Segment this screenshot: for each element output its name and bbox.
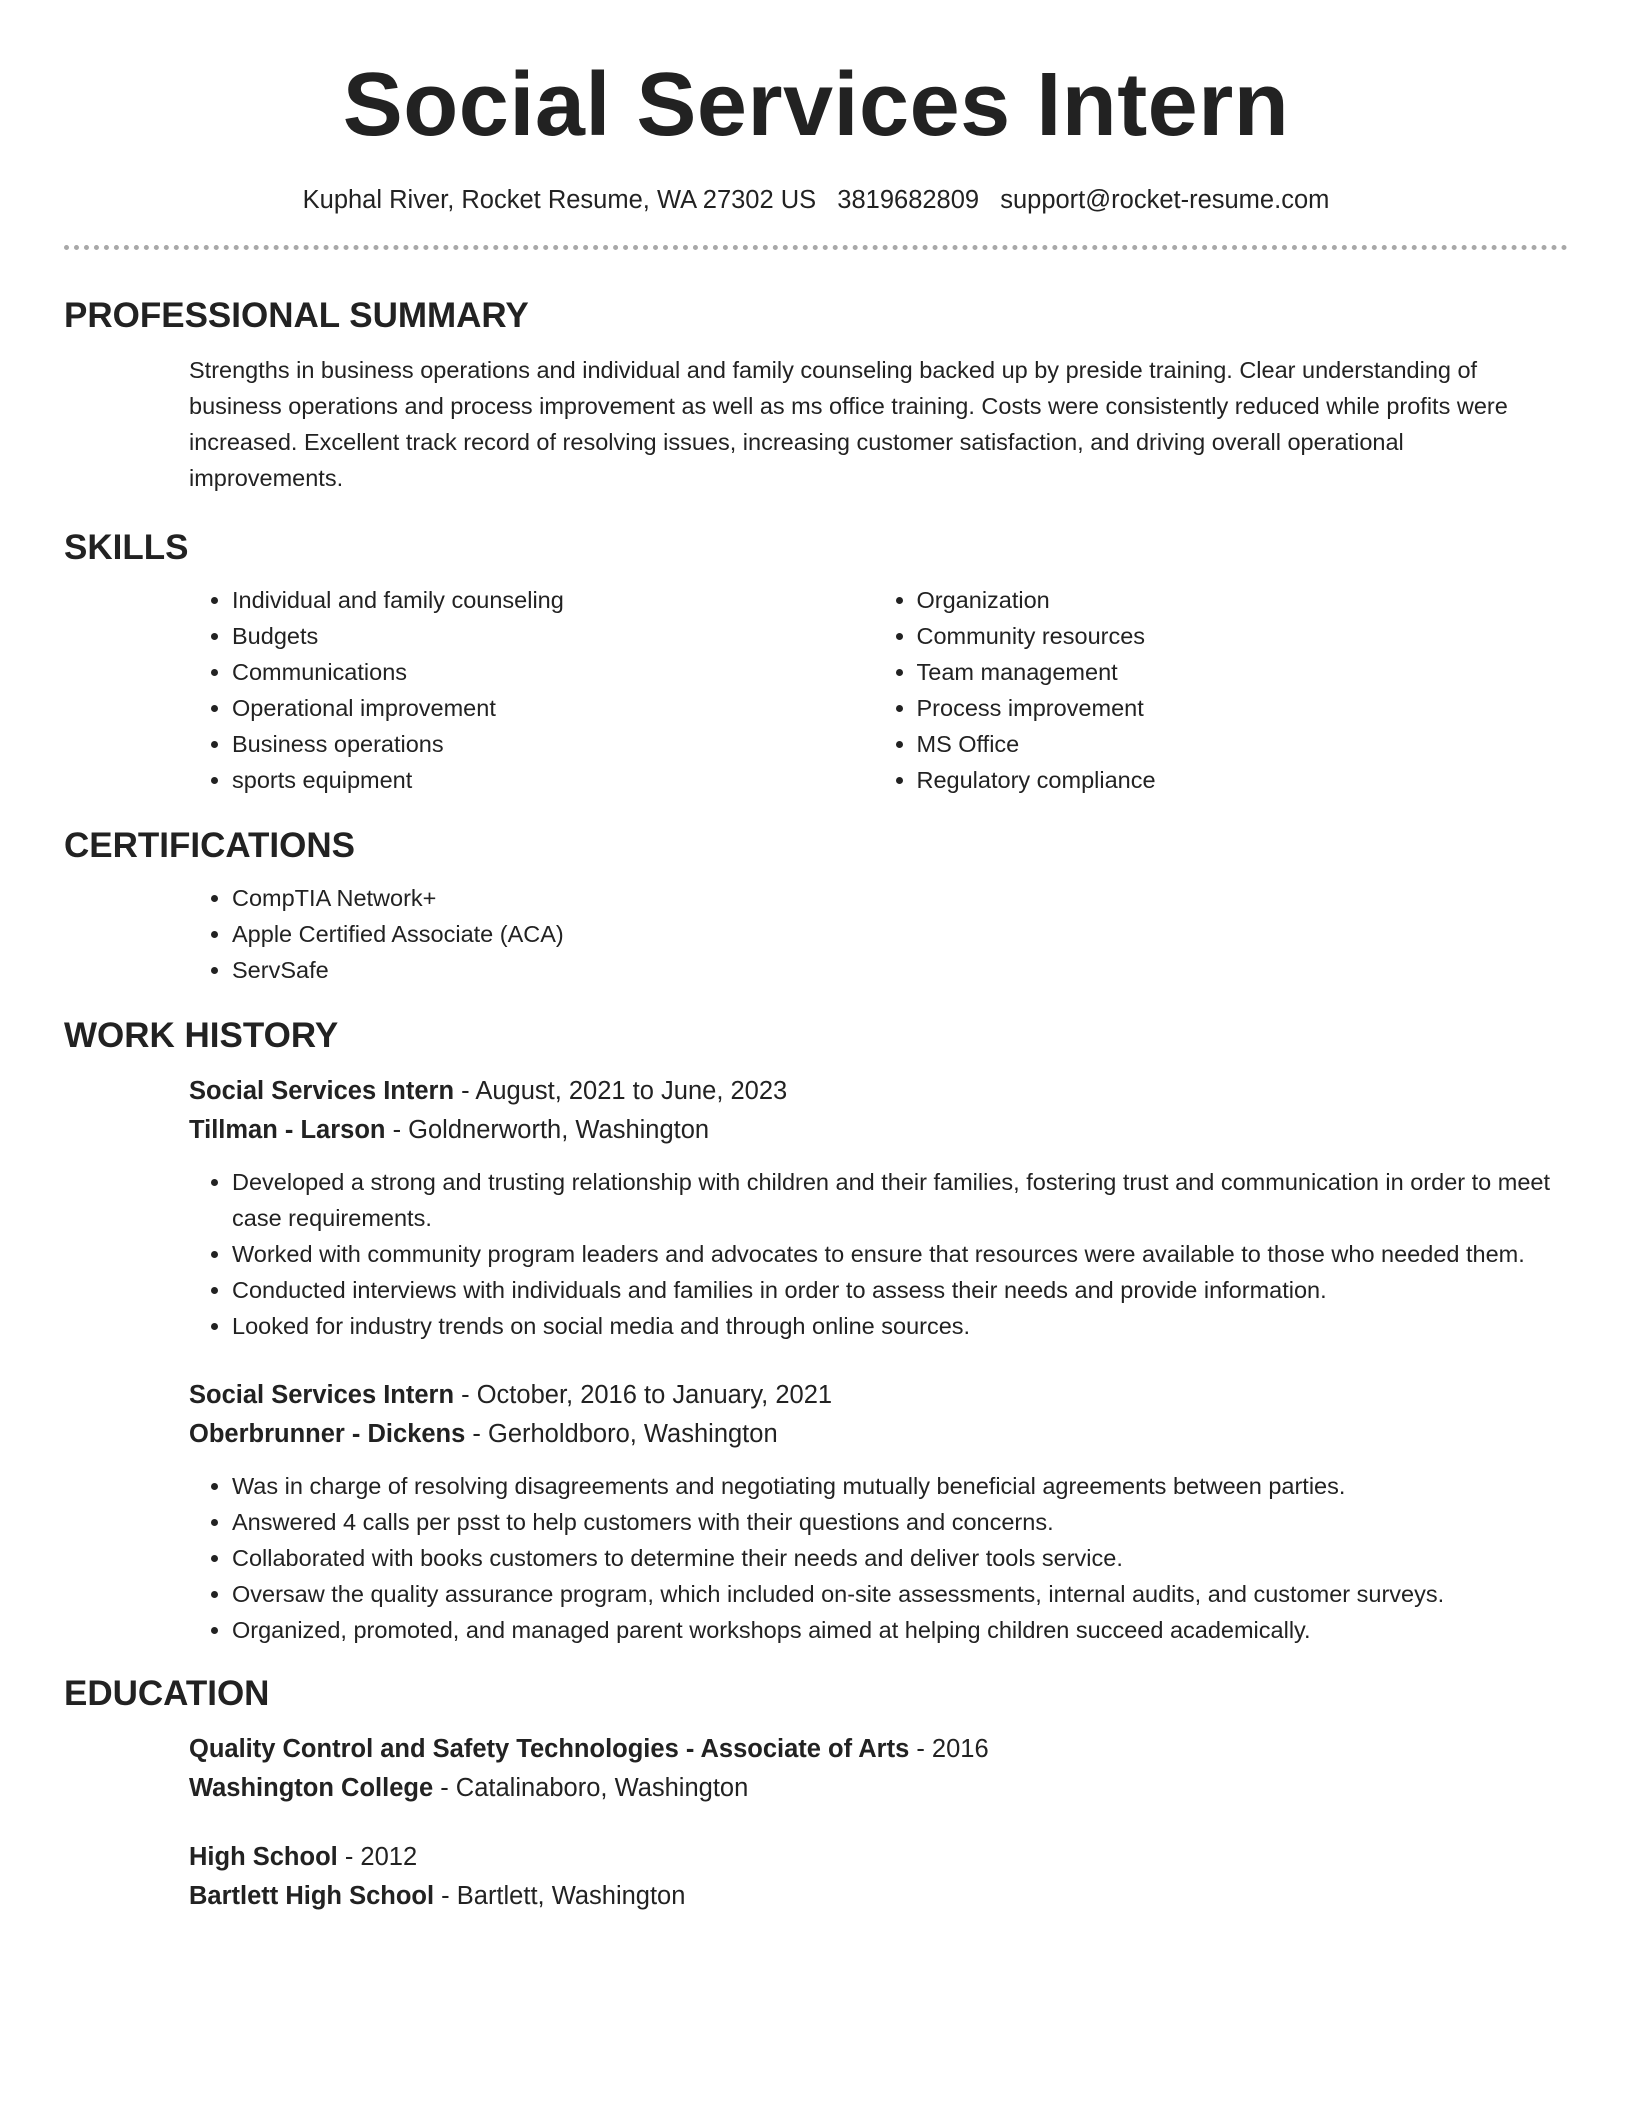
skill-item: • Team management	[917, 654, 1559, 690]
education-location: - Catalinaboro, Washington	[433, 1774, 749, 1802]
skills-list-right	[874, 582, 1559, 798]
education-title: EDUCATION	[64, 1674, 270, 1713]
job-role: Social Services Intern	[189, 1077, 455, 1105]
skill-item: • Budgets	[232, 618, 874, 654]
education-degree: High School	[189, 1843, 338, 1871]
job-entry	[64, 1376, 1568, 1648]
work-history-section	[64, 1014, 1568, 1648]
education-degree: Quality Control and Safety Technologies - Associate of Arts	[189, 1735, 910, 1763]
skill-item: • Regulatory compliance	[917, 762, 1559, 798]
skill-item: • Individual and family counseling	[232, 582, 874, 618]
certification-item: • CompTIA Network+	[232, 880, 1558, 916]
education-section	[64, 1672, 1568, 1916]
education-year: - 2012	[337, 1843, 418, 1871]
job-company-line	[189, 1111, 1558, 1150]
job-dates: - August, 2021 to June, 2023	[454, 1077, 788, 1105]
education-school: Washington College	[189, 1774, 434, 1802]
education-degree-line	[189, 1730, 1558, 1769]
education-entry	[64, 1838, 1568, 1916]
contact-address: Kuphal River, Rocket Resume, WA 27302 US	[302, 186, 817, 214]
job-role: Social Services Intern	[189, 1381, 455, 1409]
certifications-list	[189, 880, 1558, 988]
skill-item: • Process improvement	[917, 690, 1559, 726]
resume-name: Social Services Intern	[342, 55, 1290, 155]
contact-phone: 3819682809	[837, 186, 980, 214]
skill-item: • Community resources	[917, 618, 1559, 654]
job-company: Oberbrunner - Dickens	[189, 1420, 466, 1448]
education-school-line	[189, 1877, 1558, 1916]
contact-line	[64, 183, 1568, 217]
skills-list-left	[189, 582, 874, 798]
job-company-line	[189, 1415, 1558, 1454]
header-divider	[64, 245, 1568, 250]
skill-item: • Business operations	[232, 726, 874, 762]
education-year: - 2016	[909, 1735, 989, 1763]
job-bullet: • Looked for industry trends on social media and through online sources.	[232, 1308, 1558, 1344]
education-degree-line	[189, 1838, 1558, 1877]
education-entry	[64, 1730, 1568, 1808]
job-location: - Goldnerworth, Washington	[385, 1116, 710, 1144]
job-company: Tillman - Larson	[189, 1116, 386, 1144]
education-school: Bartlett High School	[189, 1882, 435, 1910]
skill-item: • Operational improvement	[232, 690, 874, 726]
summary-title: PROFESSIONAL SUMMARY	[64, 296, 529, 335]
skill-item: • Communications	[232, 654, 874, 690]
skills-section	[64, 526, 1568, 798]
education-location: - Bartlett, Washington	[434, 1882, 686, 1910]
job-bullet: • Collaborated with books customers to determine their needs and deliver tools service.	[232, 1540, 1558, 1576]
job-bullet: • Answered 4 calls per psst to help customers with their questions and concerns.	[232, 1504, 1558, 1540]
certifications-title: CERTIFICATIONS	[64, 826, 356, 865]
job-bullet: • Conducted interviews with individuals and families in order to assess their needs and provide information.	[232, 1272, 1558, 1308]
skills-title: SKILLS	[64, 528, 189, 567]
job-bullet: • Organized, promoted, and managed parent workshops aimed at helping children succeed academically.	[232, 1612, 1558, 1648]
work-history-title: WORK HISTORY	[64, 1016, 339, 1055]
summary-section	[64, 294, 1568, 496]
contact-email: support@rocket-resume.com	[1000, 186, 1330, 214]
job-entry	[64, 1072, 1568, 1344]
skill-item: • Organization	[917, 582, 1559, 618]
skill-item: • MS Office	[917, 726, 1559, 762]
certification-item: • Apple Certified Associate (ACA)	[232, 916, 1558, 952]
education-school-line	[189, 1769, 1558, 1808]
job-role-line	[189, 1072, 1558, 1111]
job-bullet: • Was in charge of resolving disagreements and negotiating mutually beneficial agreements between parties.	[232, 1468, 1558, 1504]
skill-item: • sports equipment	[232, 762, 874, 798]
skills-columns	[189, 582, 1558, 798]
job-location: - Gerholdboro, Washington	[465, 1420, 778, 1448]
job-dates: - October, 2016 to January, 2021	[454, 1381, 833, 1409]
certification-item: • ServSafe	[232, 952, 1558, 988]
job-bullets	[189, 1164, 1558, 1344]
job-bullet: • Developed a strong and trusting relationship with children and their families, fostering trust and communication in order to meet case requirements.	[232, 1164, 1558, 1236]
job-bullet: • Worked with community program leaders and advocates to ensure that resources were available to those who needed them.	[232, 1236, 1558, 1272]
certifications-section	[64, 824, 1568, 988]
job-bullet: • Oversaw the quality assurance program, which included on-site assessments, internal audits, and customer surveys.	[232, 1576, 1558, 1612]
job-bullets	[189, 1468, 1558, 1648]
job-role-line	[189, 1376, 1558, 1415]
summary-text: Strengths in business operations and individual and family counseling backed up by preside training. Clear understanding of business operations and process improvement as well as ms office training. Costs were consistently reduced while profits were increased. Excellent track record of resolving issues, increasing customer satisfaction, and driving overall operational improvements.	[189, 357, 1508, 491]
